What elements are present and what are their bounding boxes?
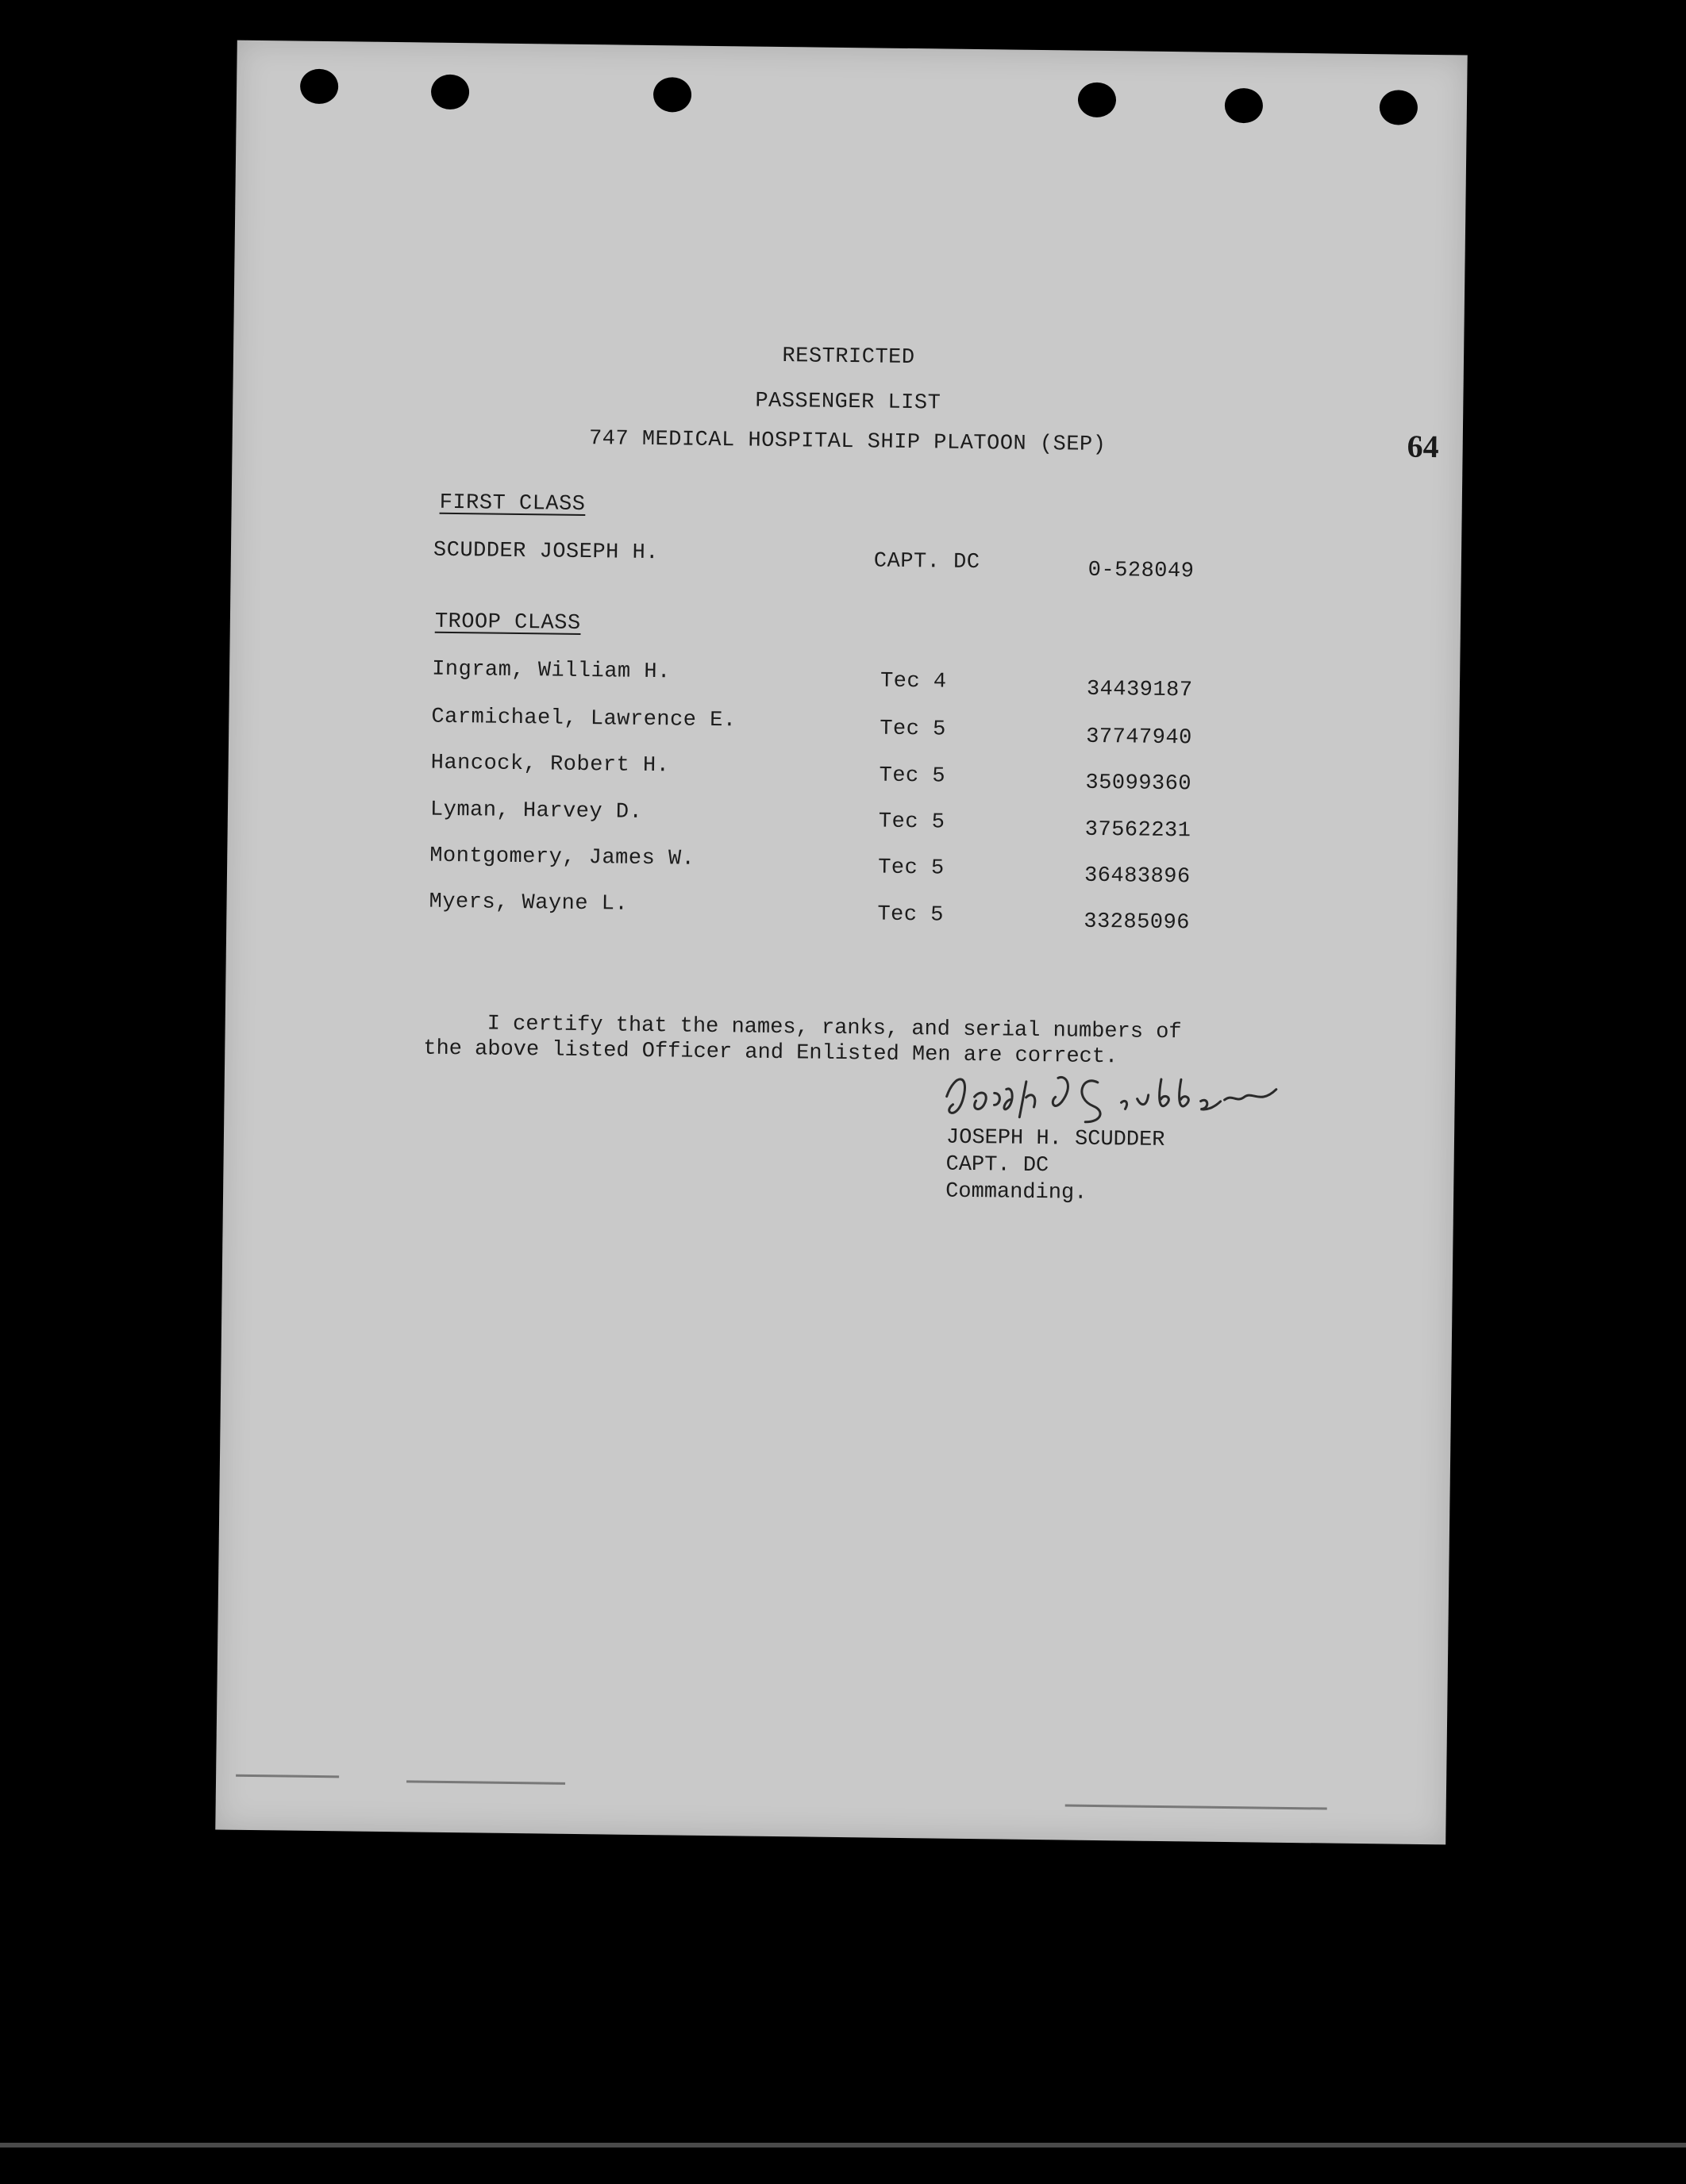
passenger-rank: Tec 4 (880, 669, 947, 694)
passenger-rank: Tec 5 (880, 717, 946, 742)
classification-label: RESTRICTED (782, 344, 915, 371)
passenger-rank: Tec 5 (877, 856, 945, 881)
certification-text: I certify that the names, ranks, and serial numbers of the above listed Officer and Enlisted Men are correct. (423, 1012, 1182, 1070)
binder-hole (1380, 90, 1418, 125)
signature-block (945, 1125, 1165, 1208)
passenger-rank: Tec 5 (877, 902, 945, 928)
binder-hole (300, 69, 339, 105)
first-class-heading: FIRST CLASS (439, 490, 586, 517)
scan-mark-line (236, 1774, 339, 1778)
passenger-name: Lyman, Harvey D. (429, 798, 643, 825)
document-page (215, 40, 1467, 1845)
passenger-serial: 37747940 (1086, 725, 1192, 751)
passenger-name: Myers, Wayne L. (429, 890, 629, 917)
passenger-name: Carmichael, Lawrence E. (431, 705, 737, 733)
scan-mark-line (1065, 1805, 1327, 1810)
passenger-rank: Tec 5 (879, 763, 946, 789)
passenger-name: Montgomery, James W. (429, 844, 695, 871)
unit-name: 747 MEDICAL HOSPITAL SHIP PLATOON (SEP) (588, 427, 1107, 458)
handwritten-signature (938, 1065, 1304, 1133)
binder-hole (653, 77, 692, 113)
passenger-serial: 35099360 (1085, 771, 1192, 797)
passenger-serial: 36483896 (1084, 863, 1191, 890)
passenger-serial: 34439187 (1086, 677, 1193, 703)
page-number: 64 (1407, 428, 1439, 465)
signatory-rank: CAPT. DC (945, 1152, 1049, 1179)
binder-hole (1225, 88, 1264, 124)
binder-hole (431, 75, 470, 110)
passenger-name: SCUDDER JOSEPH H. (433, 538, 660, 566)
troop-class-heading: TROOP CLASS (434, 609, 581, 636)
passenger-rank: Tec 5 (878, 809, 945, 835)
passenger-serial: 0-528049 (1087, 558, 1195, 584)
scan-edge-line (0, 2143, 1686, 2147)
signatory-role: Commanding. (945, 1179, 1087, 1205)
signatory-name: JOSEPH H. SCUDDER (945, 1125, 1165, 1152)
certification-statement (423, 1011, 1186, 1071)
passenger-name: Hancock, Robert H. (430, 751, 670, 779)
passenger-name: Ingram, William H. (431, 657, 671, 685)
binder-hole (1078, 83, 1117, 118)
passenger-serial: 37562231 (1084, 817, 1191, 844)
document-title: PASSENGER LIST (755, 389, 941, 416)
scan-mark-line (406, 1780, 565, 1784)
passenger-rank: CAPT. DC (873, 549, 980, 575)
passenger-serial: 33285096 (1084, 909, 1191, 936)
